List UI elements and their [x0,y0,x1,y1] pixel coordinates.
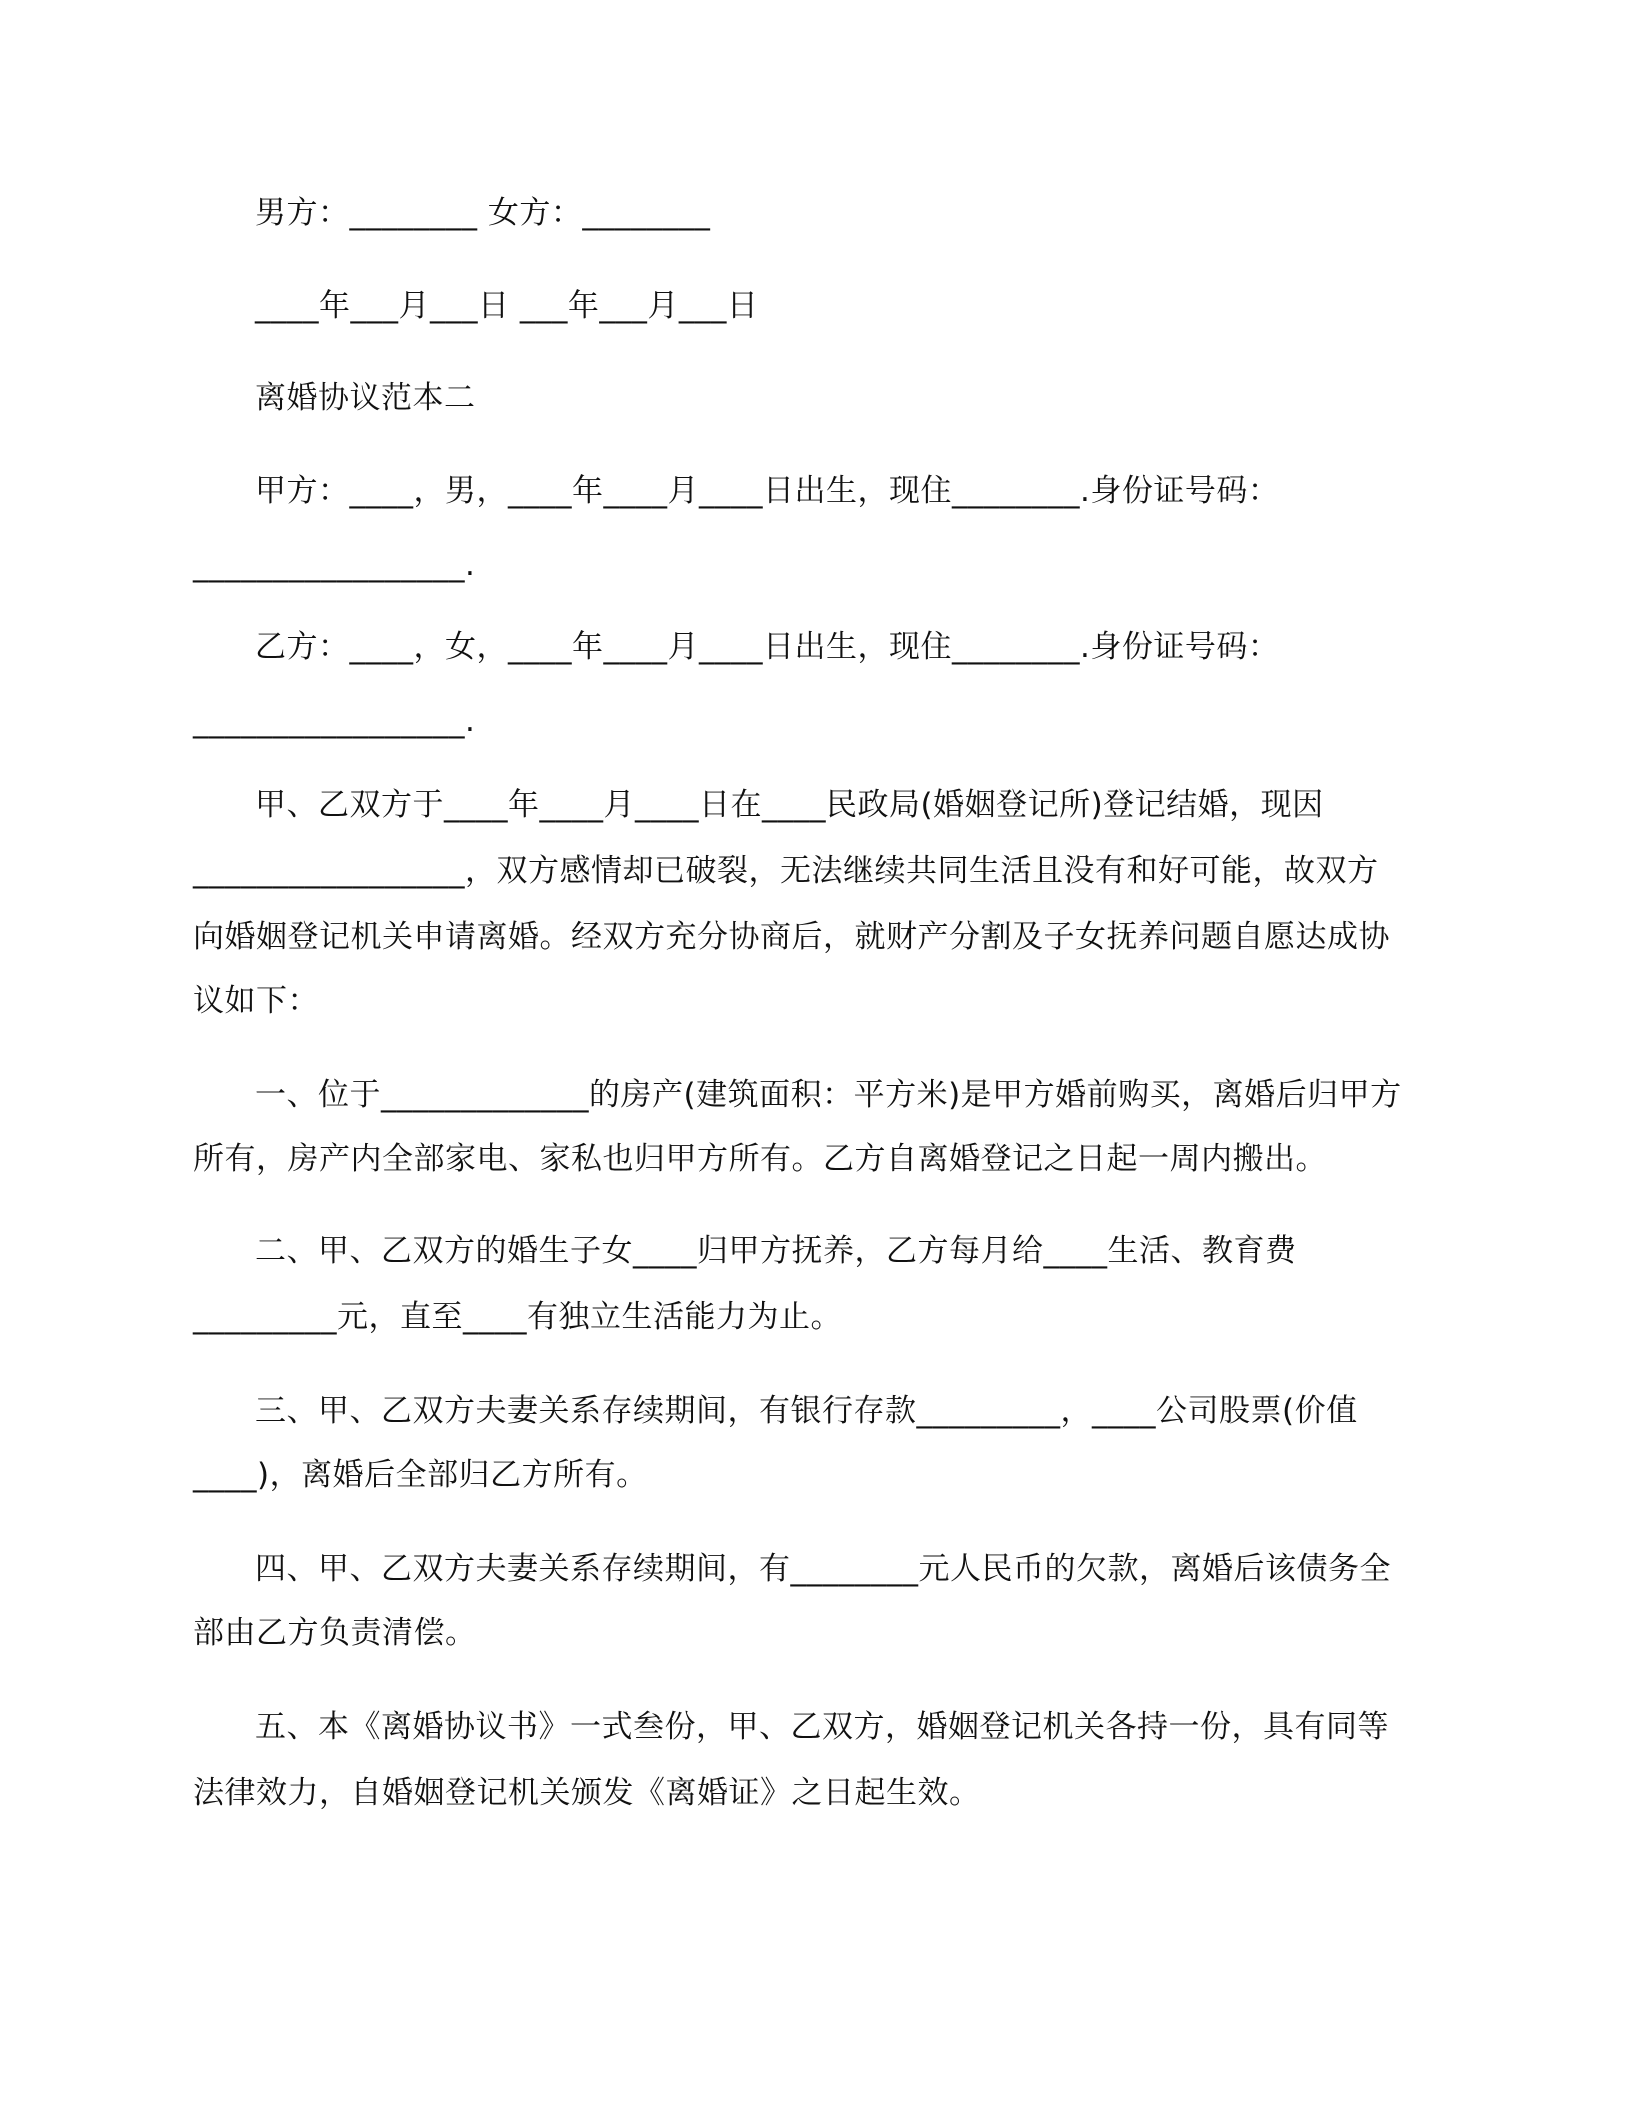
section-title: 离婚协议范本二 [255,380,476,416]
clause-1-line: 所有，房产内全部家电、家私也归甲方所有。乙方自离婚登记之日起一周内搬出。 [193,1141,1327,1177]
signature-line: 男方：________ 女方：________ [255,195,711,231]
intro-paragraph-line: 甲、乙双方于____年____月____日在____民政局(婚姻登记所)登记结婚，现因 [255,787,1324,823]
clause-5-line: 五、本《离婚协议书》一式叁份，甲、乙双方，婚姻登记机关各持一份，具有同等 [255,1709,1389,1745]
intro-paragraph-line: _________________，双方感情却已破裂，无法继续共同生活且没有和好可能，故双方 [193,853,1379,889]
clause-1-line: 一、位于_____________的房产(建筑面积：平方米)是甲方婚前购买，离婚后归甲方 [255,1077,1402,1113]
intro-paragraph-line: 向婚姻登记机关申请离婚。经双方充分协商后，就财产分割及子女抚养问题自愿达成协 [193,919,1390,955]
clause-3-line: ____)，离婚后全部归乙方所有。 [193,1457,648,1493]
clause-5-line: 法律效力，自婚姻登记机关颁发《离婚证》之日起生效。 [193,1775,981,1811]
clause-2-line: 二、甲、乙双方的婚生子女____归甲方抚养，乙方每月给____生活、教育费 [255,1233,1297,1269]
party-a-line: 甲方：____，男，____年____月____日出生，现住________.身份证号码： [255,473,1280,509]
party-b-id-line: _________________. [193,703,476,739]
clause-4-line: 部由乙方负责清偿。 [193,1615,477,1651]
clause-3-line: 三、甲、乙双方夫妻关系存续期间，有银行存款_________，____公司股票(价值 [255,1393,1358,1429]
intro-paragraph-line: 议如下： [193,983,319,1019]
party-b-line: 乙方：____，女，____年____月____日出生，现住________.身份证号码： [255,629,1280,665]
clause-2-line: _________元，直至____有独立生活能力为止。 [193,1299,842,1335]
date-line: ____年___月___日 ___年___月___日 [255,288,759,324]
party-a-id-line: _________________. [193,547,476,583]
clause-4-line: 四、甲、乙双方夫妻关系存续期间，有________元人民币的欠款，离婚后该债务全 [255,1551,1391,1587]
